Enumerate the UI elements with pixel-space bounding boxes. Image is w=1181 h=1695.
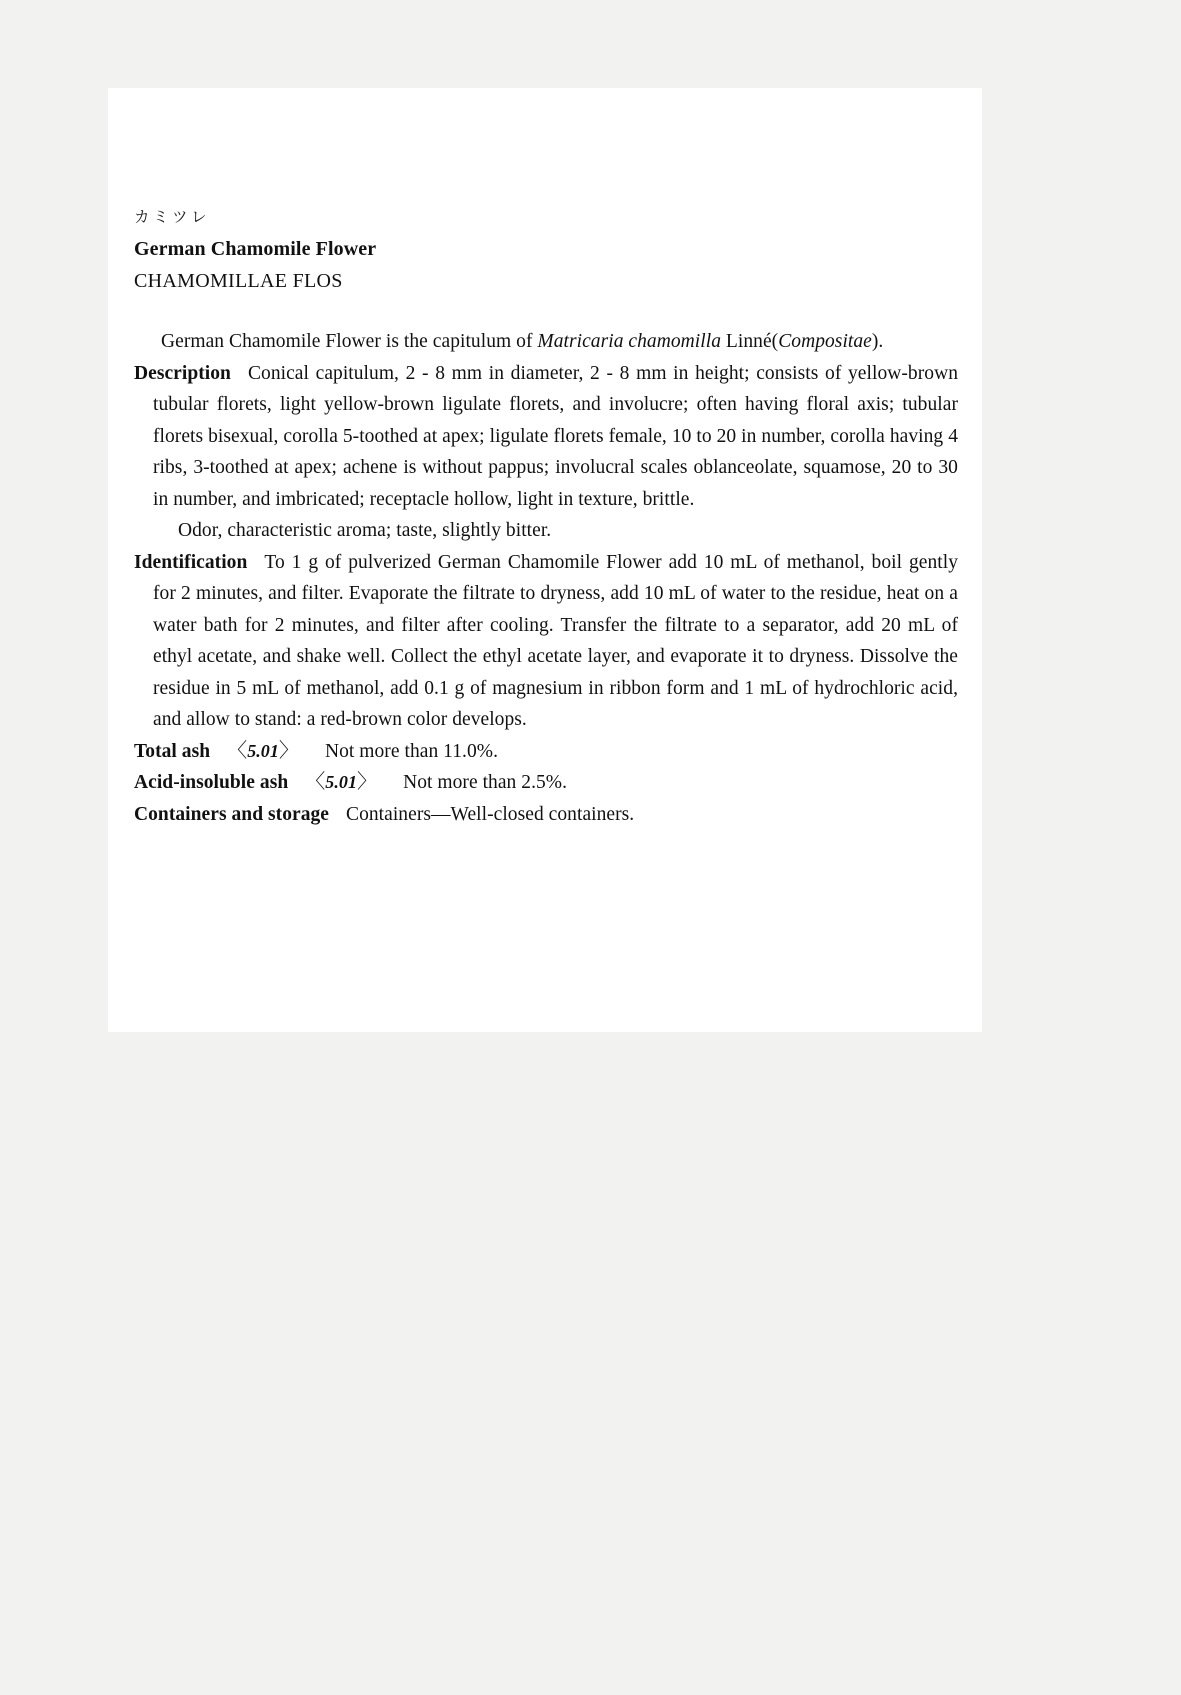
test-acid-insoluble-ash xyxy=(134,767,958,799)
intro-lead: German Chamomile Flower is the capitulum of xyxy=(161,331,538,353)
kana-title: カミツレ xyxy=(134,208,211,226)
family-name: Compositae xyxy=(778,331,872,353)
section-identification xyxy=(134,547,958,736)
page-content xyxy=(134,206,958,830)
reference-bracket-close: 〉 xyxy=(357,771,378,794)
english-title: German Chamomile Flower xyxy=(134,238,377,261)
total-ash-value: Not more than 11.0%. xyxy=(324,740,499,762)
description-heading: Description xyxy=(134,362,231,384)
odor-line: Odor, characteristic aroma; taste, slightly bitter. xyxy=(178,520,552,542)
total-ash-reference: 5.01 xyxy=(247,740,279,761)
latin-title: CHAMOMILLAE FLOS xyxy=(134,270,343,293)
section-description xyxy=(134,358,958,516)
acid-insoluble-ash-value: Not more than 2.5%. xyxy=(403,772,568,794)
monograph-body xyxy=(134,326,958,830)
species-name: Matricaria chamomilla xyxy=(537,331,721,353)
total-ash-heading: Total ash xyxy=(134,740,211,762)
identification-heading: Identification xyxy=(134,551,248,573)
species-author: Linné xyxy=(721,331,772,353)
reference-bracket-open: 〈 xyxy=(227,739,248,762)
identification-body: To 1 g of pulverized German Chamomile Flower add 10 mL of methanol, boil gently for 2 minutes, and filter. Evaporate the filtrate to dryness, add 10 mL of water to the residue, heat on a water bath for 2 minutes, and filter after cooling. Transfer the filtrate to a separator, add 20 mL of ethyl acetate, and shake well. Collect the ethyl acetate layer, and evaporate it to dryness. Dissolve the residue in 5 mL of methanol, add 0.1 g of magnesium in ribbon form and 1 mL of hydrochloric acid, and allow to stand: a red-brown color develops. xyxy=(153,551,958,731)
family-paren-close: ). xyxy=(871,331,884,353)
description-body: Conical capitulum, 2 - 8 mm in diameter, 2 - 8 mm in height; consists of yellow-brown tubular florets, light yellow-brown ligulate florets, and involucre; often having floral axis; tubular florets bisexual, corolla 5-toothed at apex; ligulate florets female, 10 to 20 in number, corolla having 4 ribs, 3-toothed at apex; achene is without pappus; involucral scales oblanceolate, squamose, 20 to 30 in number, and imbricated; receptacle hollow, light in texture, brittle. xyxy=(153,362,958,510)
containers-storage-value: Containers—Well-closed containers. xyxy=(346,803,635,825)
test-total-ash xyxy=(134,736,958,768)
acid-insoluble-ash-heading: Acid-insoluble ash xyxy=(134,772,289,794)
containers-storage-heading: Containers and storage xyxy=(134,803,330,825)
intro-paragraph xyxy=(134,326,958,358)
section-containers-and-storage xyxy=(134,799,958,831)
reference-bracket-open: 〈 xyxy=(305,771,326,794)
family-paren-open: ( xyxy=(771,331,779,353)
monograph-header xyxy=(134,206,958,296)
acid-insoluble-ash-reference: 5.01 xyxy=(325,772,357,793)
document-page xyxy=(108,88,982,1032)
reference-bracket-close: 〉 xyxy=(278,739,299,762)
